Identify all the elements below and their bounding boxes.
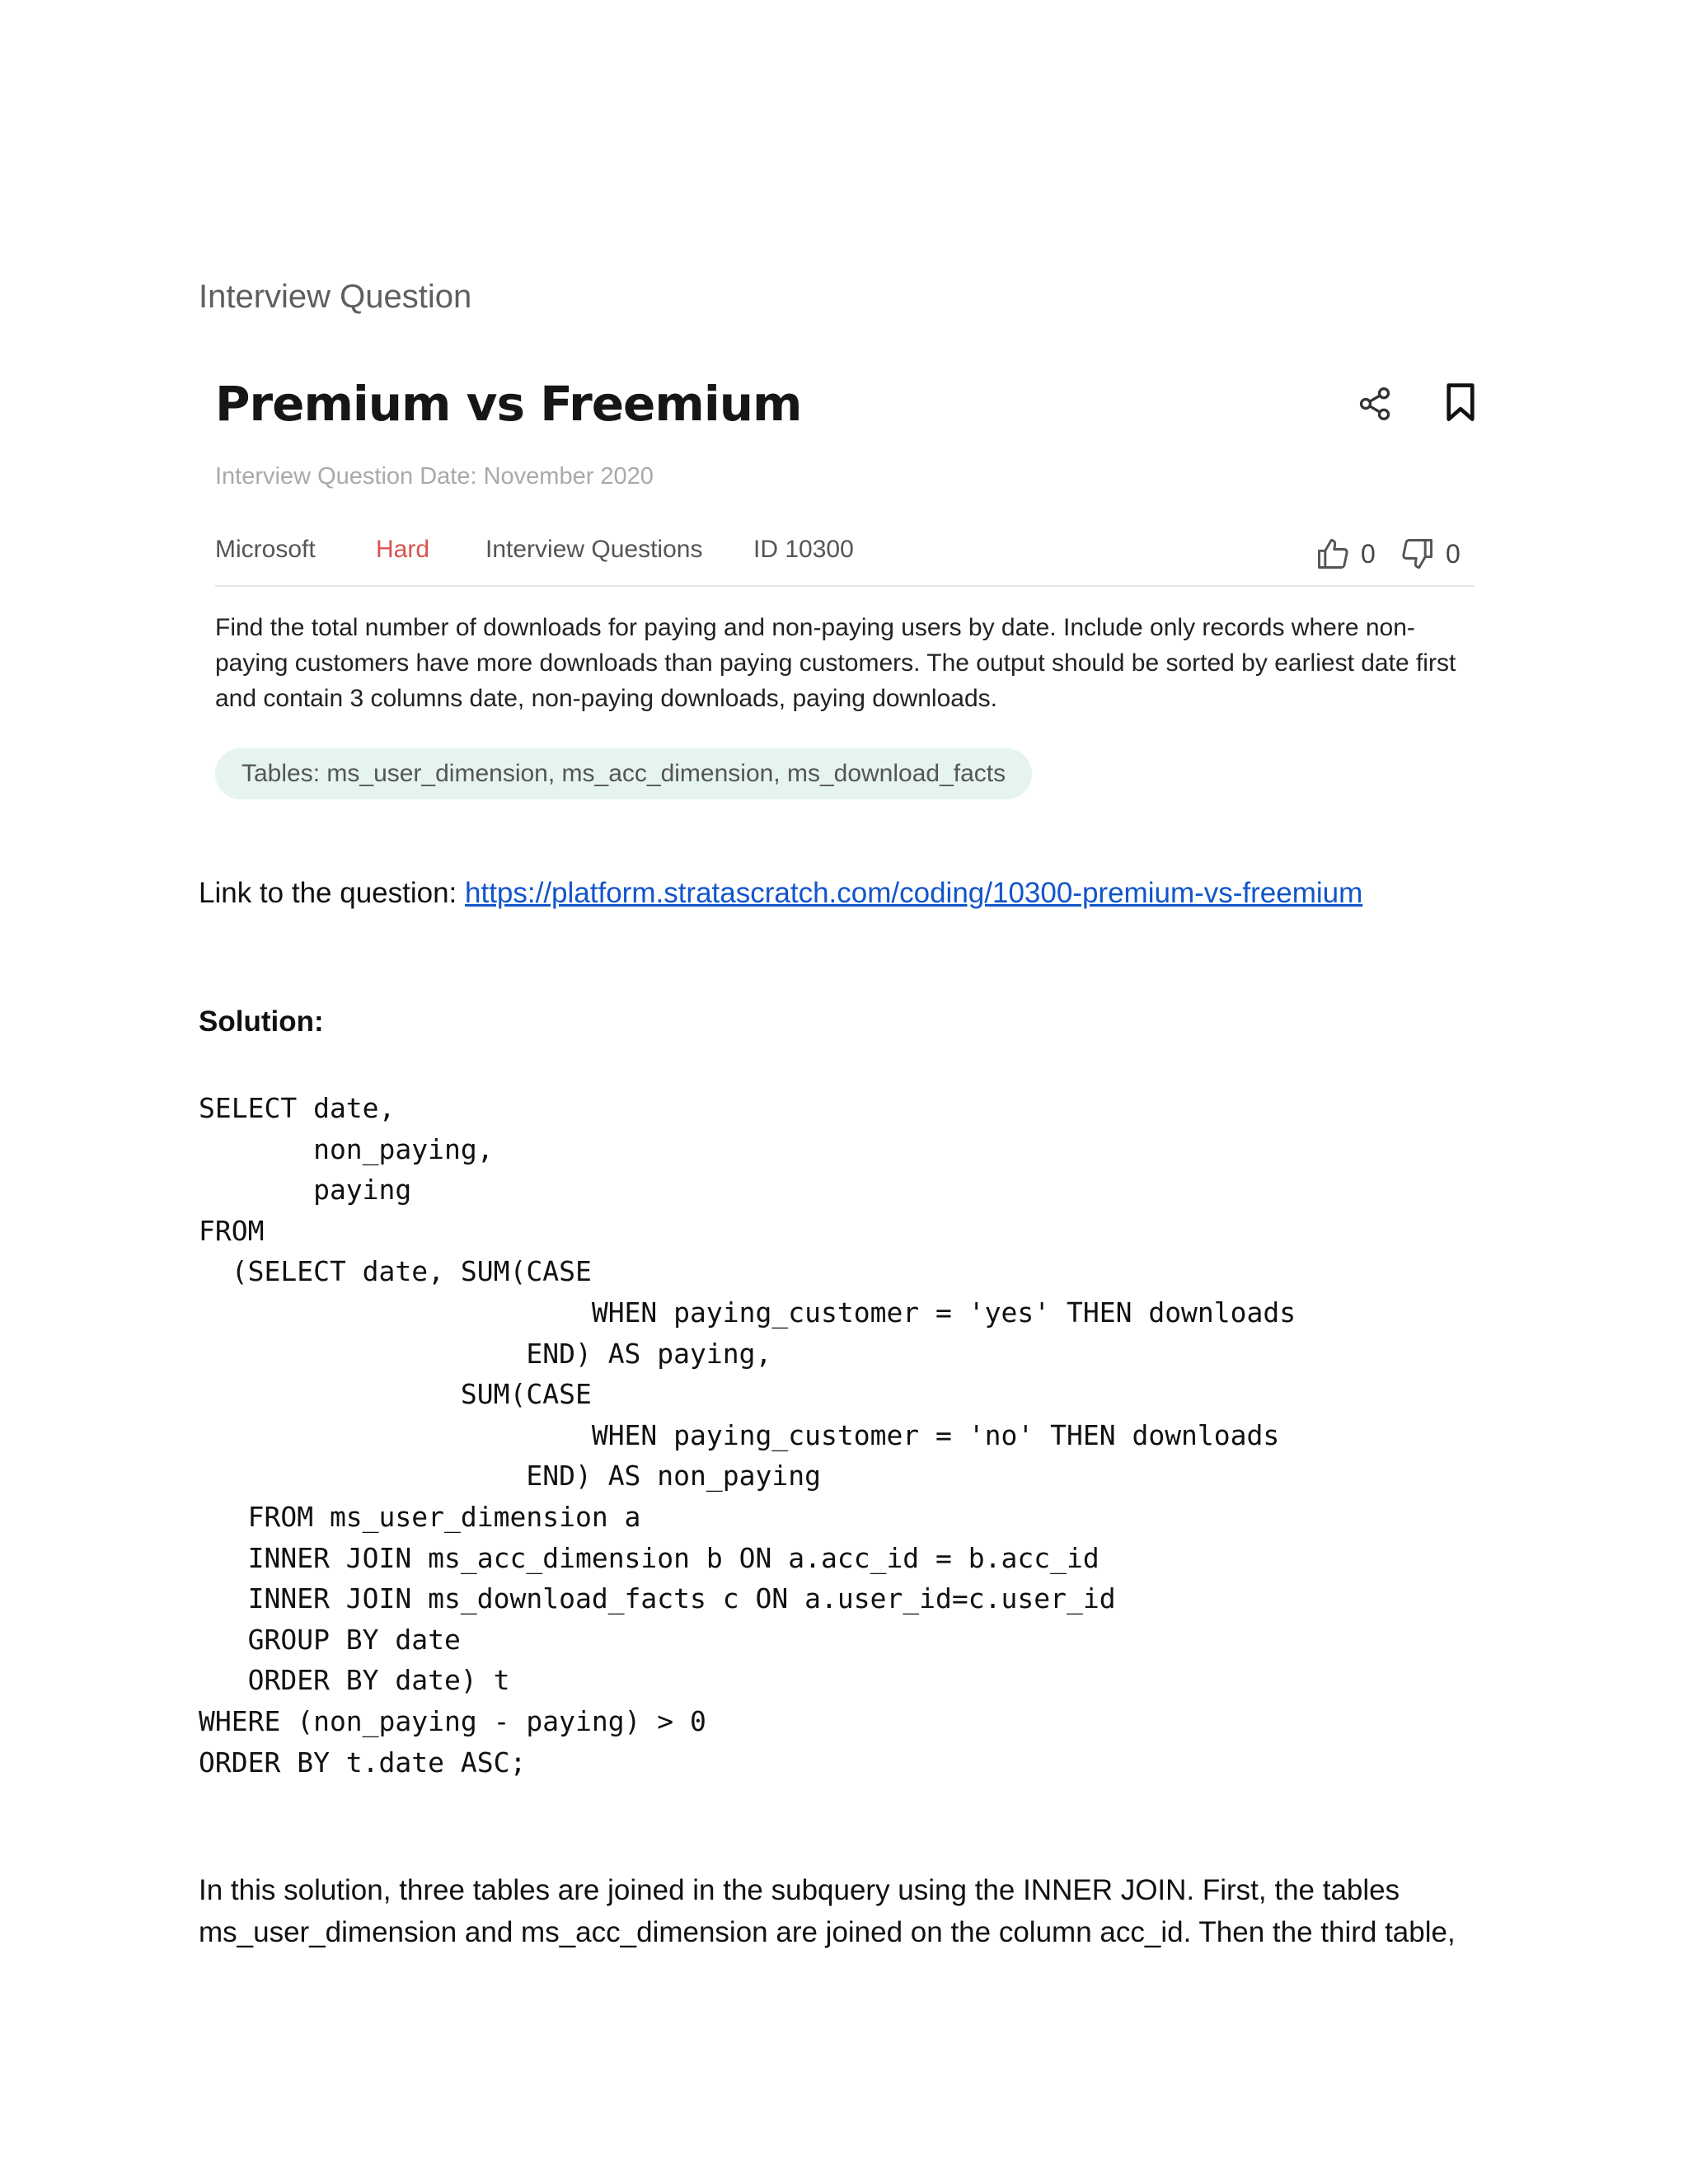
downvote-count: 0 [1446, 538, 1461, 569]
solution-heading: Solution: [199, 1005, 324, 1038]
code-line: END) AS non_paying [199, 1460, 821, 1493]
code-line: INNER JOIN ms_acc_dimension b ON a.acc_id = b.acc_id [199, 1541, 1100, 1574]
code-line: GROUP BY date [199, 1623, 461, 1656]
company-tag[interactable]: Microsoft [215, 536, 316, 563]
thumbs-down-icon [1400, 536, 1436, 572]
code-line: (SELECT date, SUM(CASE [199, 1255, 592, 1288]
question-link-line [199, 877, 1362, 910]
code-line: INNER JOIN ms_download_facts c ON a.user_id=c.user_id [199, 1582, 1116, 1615]
bookmark-icon[interactable] [1442, 382, 1479, 424]
code-line: ORDER BY date) t [199, 1664, 510, 1697]
question-description: Find the total number of downloads for paying and non-paying users by date. Include only records where non-paying customers have more downloads than paying customers. The output should be sorted by earliest date first and contain 3 columns date, non-paying downloads, paying downloads. [215, 614, 1456, 712]
code-line: non_paying, [199, 1132, 494, 1165]
code-line: WHERE (non_paying - paying) > 0 [199, 1704, 706, 1737]
difficulty-tag: Hard [376, 536, 430, 563]
code-line: WHEN paying_customer = 'yes' THEN downloads [199, 1296, 1296, 1329]
question-title: Premium vs Freemium [215, 376, 802, 432]
downvote-button[interactable] [1400, 536, 1461, 572]
code-line: ORDER BY t.date ASC; [199, 1746, 527, 1779]
category-tag[interactable]: Interview Questions [485, 536, 703, 563]
upvote-button[interactable] [1315, 536, 1376, 572]
question-meta [215, 536, 1475, 587]
link-prefix: Link to the question: [199, 877, 465, 909]
solution-explanation: In this solution, three tables are joined in the subquery using the INNER JOIN. First, the tables ms_user_dimension and ms_acc_dimension are joined on the column acc_id. Then the third table, [199, 1874, 1456, 1948]
question-card [215, 363, 1475, 824]
code-line: END) AS paying, [199, 1337, 772, 1370]
code-line: paying [199, 1174, 412, 1207]
question-id: ID 10300 [753, 536, 854, 563]
question-link[interactable]: https://platform.stratascratch.com/coding/10300-premium-vs-freemium [465, 877, 1363, 909]
section-label: Interview Question [199, 279, 472, 315]
tables-badge: Tables: ms_user_dimension, ms_acc_dimension, ms_download_facts [215, 748, 1032, 799]
code-line: SUM(CASE [199, 1378, 592, 1411]
code-line: FROM [199, 1214, 265, 1247]
code-line: SELECT date, [199, 1092, 396, 1124]
question-date: Interview Question Date: November 2020 [215, 463, 654, 490]
code-line: FROM ms_user_dimension a [199, 1500, 641, 1533]
thumbs-up-icon [1315, 536, 1351, 572]
solution-code [199, 1088, 1296, 1783]
code-line: WHEN paying_customer = 'no' THEN downloads [199, 1418, 1280, 1451]
upvote-count: 0 [1361, 538, 1376, 569]
share-icon[interactable] [1357, 386, 1393, 422]
